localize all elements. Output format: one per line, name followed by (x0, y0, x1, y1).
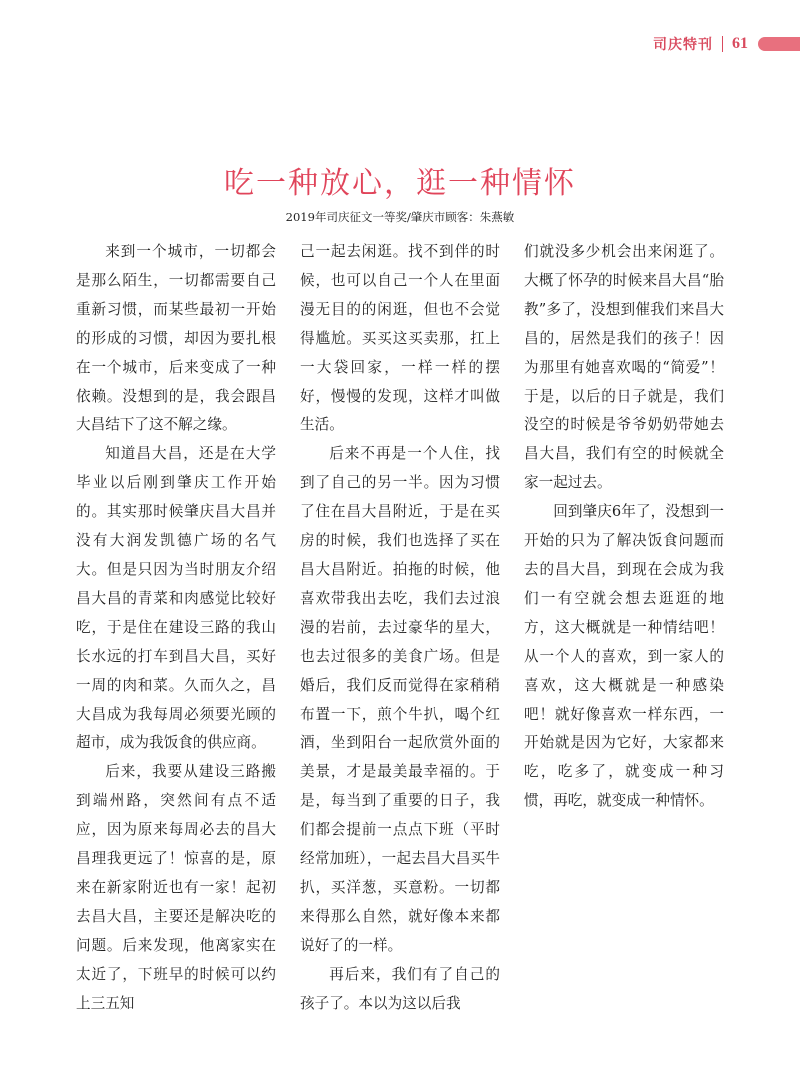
paragraph: 后来不再是一个人住，找到了自己的另一半。因为习惯了住在昌大昌附近，于是在买房的时候，我们也选择了买在昌大昌附近。拍拖的时候，他喜欢带我出去吃，我们去过浪漫的岩前，去过豪华的星大，也去过很多的美食广场。但是婚后，我们反而觉得在家稍稍布置一下，煎个牛扒，喝个红酒，坐到阳台一起欣赏外面的美景，才是最美最幸福的。于是，每当到了重要的日子，我们都会提前一点点下班（平时经常加班），一起去昌大昌买牛扒，买洋葱，买意粉。一切都来得那么自然，就好像本来都说好了的一样。 (300, 445, 500, 954)
page-number: 61 (732, 35, 748, 52)
article-title: 吃一种放心，逛一种情怀 (224, 166, 576, 201)
text-column-2 (300, 238, 500, 1018)
article-byline: 2019年司庆征文一等奖/肇庆市顾客：朱燕敏 (285, 210, 515, 224)
header-divider (722, 36, 723, 52)
paragraph: 再后来，我们有了自己的孩子了。本以为这以后我 (300, 965, 500, 1012)
page-header (653, 34, 800, 54)
paragraph: 后来，我要从建设三路搬到端州路，突然间有点不适应，因为原来每周必去的昌大昌理我更远了！惊喜的是，原来在新家附近也有一家！起初去昌大昌，主要还是解决吃的问题。后来发现，他离家实在太近了，下班早的时候可以约上三五知 (76, 763, 276, 1012)
paragraph: 回到肇庆6年了，没想到一开始的只为了解决饭食问题而去的昌大昌，到现在会成为我们一有空就会想去逛逛的地方，这大概就是一种情结吧！从一个人的喜欢，到一家人的喜欢，这大概就是一种感染吧！就好像喜欢一样东西，一开始就是因为它好，大家都来吃，吃多了，就变成一种习惯，再吃，就变成一种情怀。 (524, 503, 724, 810)
paragraph: 们就没多少机会出来闲逛了。大概了怀孕的时候来昌大昌“胎教”多了，没想到催我们来昌大昌的，居然是我们的孩子！因为那里有她喜欢喝的“简爱”！于是，以后的日子就是，我们没空的时候是爷爷奶奶带她去昌大昌，我们有空的时候就全家一起过去。 (524, 243, 724, 492)
text-column-1 (76, 238, 276, 1018)
section-name: 司庆特刊 (653, 37, 713, 53)
paragraph: 己一起去闲逛。找不到伴的时候，也可以自己一个人在里面漫无目的的闲逛，但也不会觉得尴尬。买买这买卖那，扛上一大袋回家，一样一样的摆好，慢慢的发现，这样才叫做生活。 (300, 243, 500, 434)
text-column-3 (524, 238, 724, 816)
paragraph: 来到一个城市，一切都会是那么陌生，一切都需要自己重新习惯，而某些最初一开始的形成的习惯，却因为要扎根在一个城市，后来变成了一种依赖。没想到的是，我会跟昌大昌结下了这不解之缘。 (76, 243, 276, 434)
header-accent-bar (758, 37, 800, 51)
paragraph: 知道昌大昌，还是在大学毕业以后刚到肇庆工作开始的。其实那时候肇庆昌大昌并没有大润发凯德广场的名气大。但是只因为当时朋友介绍昌大昌的青菜和肉感觉比较好吃，于是住在建设三路的我山长水远的打车到昌大昌，买好一周的肉和菜。久而久之，昌大昌成为我每周必须要光顾的超市，成为我饭食的供应商。 (76, 445, 276, 752)
